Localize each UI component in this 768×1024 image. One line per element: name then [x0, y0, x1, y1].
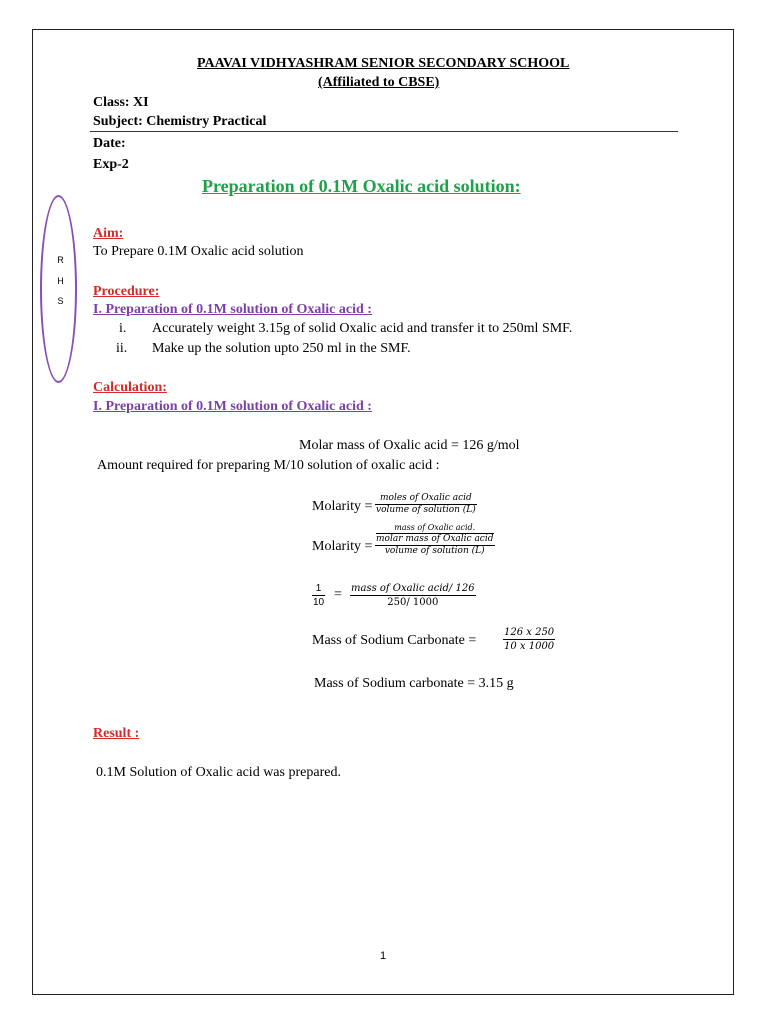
fraction-numerator: 1 — [312, 582, 325, 596]
fraction-denominator: volume of solution (L) — [376, 505, 476, 515]
mass-ratio-fraction — [350, 582, 476, 609]
calculation-subheading: I. Preparation of 0.1M solution of Oxalic acid : — [93, 399, 372, 414]
step-number: i. — [119, 321, 127, 336]
molarity-label: Molarity = — [312, 499, 373, 514]
procedure-heading: Procedure: — [93, 284, 160, 299]
subject-label: Subject: Chemistry Practical — [93, 114, 267, 129]
fraction-numerator: moles of Oxalic acid — [375, 493, 477, 505]
header-rule — [90, 131, 678, 132]
molarity-fraction — [375, 493, 477, 516]
molarity-mass-fraction — [375, 523, 495, 557]
fraction-numerator: 126 x 250 — [504, 627, 555, 638]
fraction-denominator: volume of solution (L) — [384, 546, 485, 556]
mass-of-oxalic-acid: mass of Oxalic acid. — [394, 523, 476, 532]
final-mass-line: Mass of Sodium carbonate = 3.15 g — [314, 676, 514, 691]
step-text: Make up the solution upto 250 ml in the SMF. — [152, 341, 411, 356]
amount-required-line: Amount required for preparing M/10 solution of oxalic acid : — [97, 458, 440, 473]
molar-mass-line: Molar mass of Oxalic acid = 126 g/mol — [299, 438, 520, 453]
date-label: Date: — [93, 136, 126, 151]
page-title: Preparation of 0.1M Oxalic acid solution: — [202, 176, 521, 196]
molar-mass-of-oxalic-acid: molar mass of Oxalic acid — [376, 534, 494, 544]
procedure-subheading: I. Preparation of 0.1M solution of Oxalic acid : — [93, 302, 372, 317]
fraction-numerator: mass of Oxalic acid/ 126 — [351, 583, 475, 594]
school-name: PAAVAI VIDHYASHRAM SENIOR SECONDARY SCHOOL — [197, 56, 570, 71]
molarity-label: Molarity = — [312, 539, 373, 554]
mass-calculation-fraction — [503, 626, 555, 653]
affiliation: (Affiliated to CBSE) — [318, 75, 440, 90]
fraction-denominator: 10 x 1000 — [504, 641, 555, 652]
page-number: 1 — [380, 950, 387, 962]
aim-text: To Prepare 0.1M Oxalic acid solution — [93, 244, 304, 259]
class-label: Class: XI — [93, 95, 149, 110]
equals-sign: = — [334, 587, 342, 602]
fraction-numerator — [375, 523, 495, 546]
fraction-denominator: 250/ 1000 — [387, 597, 439, 608]
one-tenth-fraction — [312, 582, 325, 609]
result-heading: Result : — [93, 726, 140, 741]
fraction-denominator: 10 — [313, 597, 325, 608]
stamp-letter-s: S — [57, 296, 64, 306]
result-text: 0.1M Solution of Oxalic acid was prepared. — [96, 765, 341, 780]
exp-label: Exp-2 — [93, 157, 129, 172]
calculation-heading: Calculation: — [93, 380, 167, 395]
stamp-letter-h: H — [57, 276, 64, 286]
mass-sodium-carbonate-label: Mass of Sodium Carbonate = — [312, 633, 477, 648]
stamp-letter-r: R — [57, 255, 64, 265]
step-number: ii. — [116, 341, 128, 356]
rhs-stamp — [40, 195, 77, 383]
step-text: Accurately weight 3.15g of solid Oxalic acid and transfer it to 250ml SMF. — [152, 321, 573, 336]
aim-heading: Aim: — [93, 226, 124, 241]
